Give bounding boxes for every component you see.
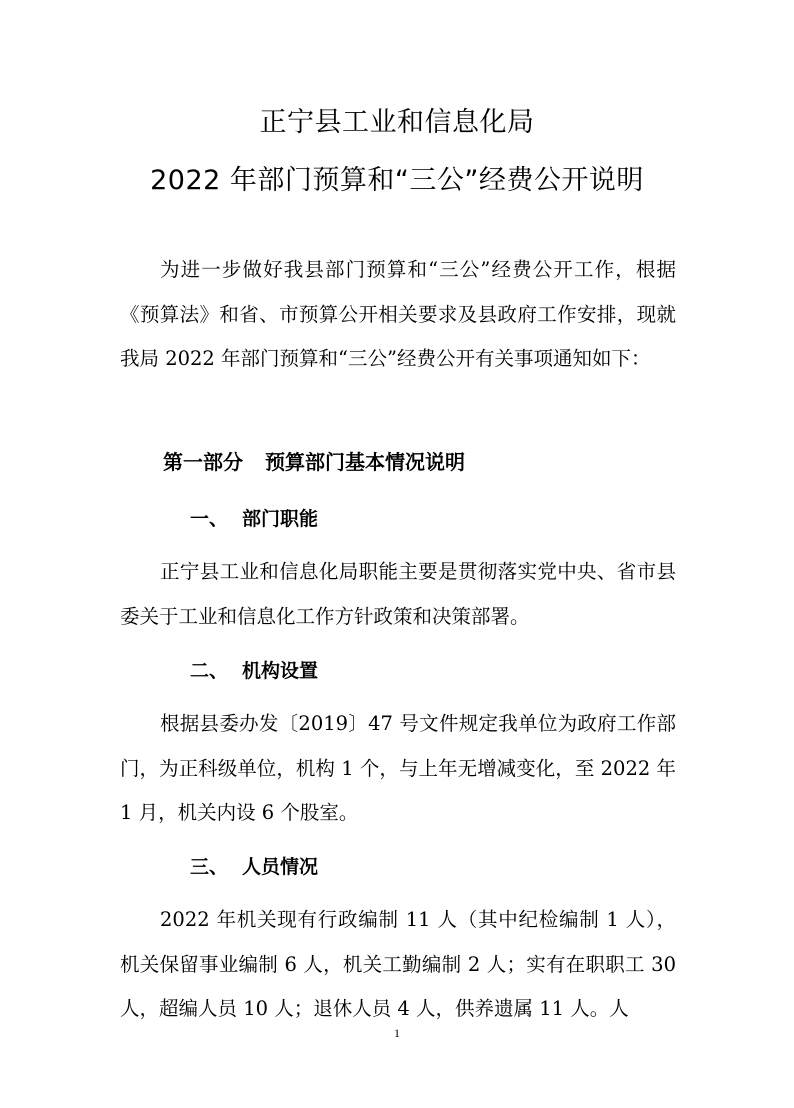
section-title: 机构设置 (242, 660, 319, 682)
page-number: 1 (394, 1026, 400, 1040)
section-heading-1 (190, 504, 318, 531)
section-heading-3 (190, 852, 318, 879)
part-title: 预算部门基本情况说明 (265, 450, 465, 474)
section-heading-2 (190, 656, 318, 683)
document-title-line-1: 正宁县工业和信息化局 (259, 107, 535, 138)
part-heading (163, 446, 465, 475)
document-title-line-2: 2022 年部门预算和“三公”经费公开说明 (150, 165, 644, 196)
section-number: 二、 (190, 660, 229, 682)
section-body-3: 2022 年机关现有行政编制 11 人（其中纪检编制 1 人），机关保留事业编制 6 人，机关工勤编制 2 人；实有在职职工 30 人，超编人员 10 人；退休人员 4 人，供养遗属 11 人。人 (120, 908, 676, 1020)
section-body-1: 正宁县工业和信息化局职能主要是贯彻落实党中央、省市县委关于工业和信息化工作方针政策和决策部署。 (120, 560, 676, 628)
section-title: 部门职能 (242, 508, 319, 530)
section-title: 人员情况 (242, 856, 319, 878)
section-number: 一、 (190, 508, 229, 530)
intro-paragraph: 为进一步做好我县部门预算和“三公”经费公开工作，根据《预算法》和省、市预算公开相关要求及县政府工作安排，现就我局 2022 年部门预算和“三公”经费公开有关事项通知如下： (120, 258, 676, 370)
section-body-2: 根据县委办发〔2019〕47 号文件规定我单位为政府工作部门，为正科级单位，机构 1 个，与上年无增减变化，至 2022 年 1 月，机关内设 6 个股室。 (120, 712, 676, 824)
part-number: 第一部分 (163, 450, 243, 474)
section-number: 三、 (190, 856, 229, 878)
